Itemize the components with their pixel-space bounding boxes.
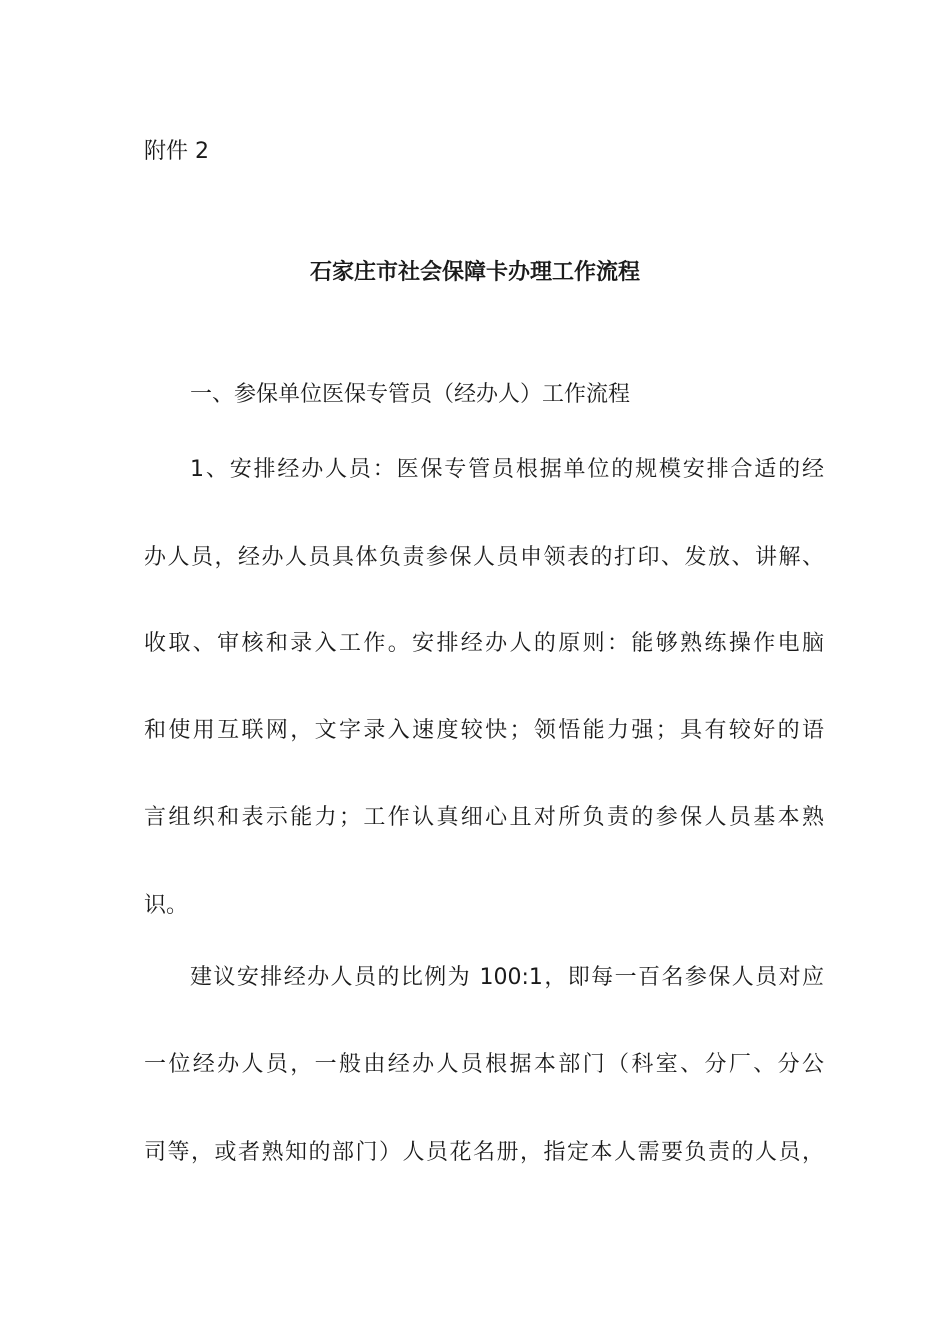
paragraph-line: 收取、审核和录入工作。安排经办人的原则：能够熟练操作电脑 <box>144 631 824 656</box>
paragraph-line: 识。 <box>144 893 189 918</box>
paragraph-line: 办人员，经办人员具体负责参保人员申领表的打印、发放、讲解、 <box>144 545 824 570</box>
paragraph-line: 一位经办人员，一般由经办人员根据本部门（科室、分厂、分公 <box>144 1052 824 1077</box>
section-heading: 一、参保单位医保专管员（经办人）工作流程 <box>190 382 631 407</box>
paragraph-line: 和使用互联网，文字录入速度较快；领悟能力强；具有较好的语 <box>144 718 824 743</box>
paragraph-line: 建议安排经办人员的比例为 100:1，即每一百名参保人员对应 <box>190 965 824 990</box>
paragraph-line: 言组织和表示能力；工作认真细心且对所负责的参保人员基本熟 <box>144 805 824 830</box>
paragraph-line: 1、安排经办人员：医保专管员根据单位的规模安排合适的经 <box>190 457 824 482</box>
paragraph-line: 司等，或者熟知的部门）人员花名册，指定本人需要负责的人员， <box>144 1140 824 1165</box>
attachment-label: 附件 2 <box>144 139 209 164</box>
document-title: 石家庄市社会保障卡办理工作流程 <box>309 260 640 285</box>
